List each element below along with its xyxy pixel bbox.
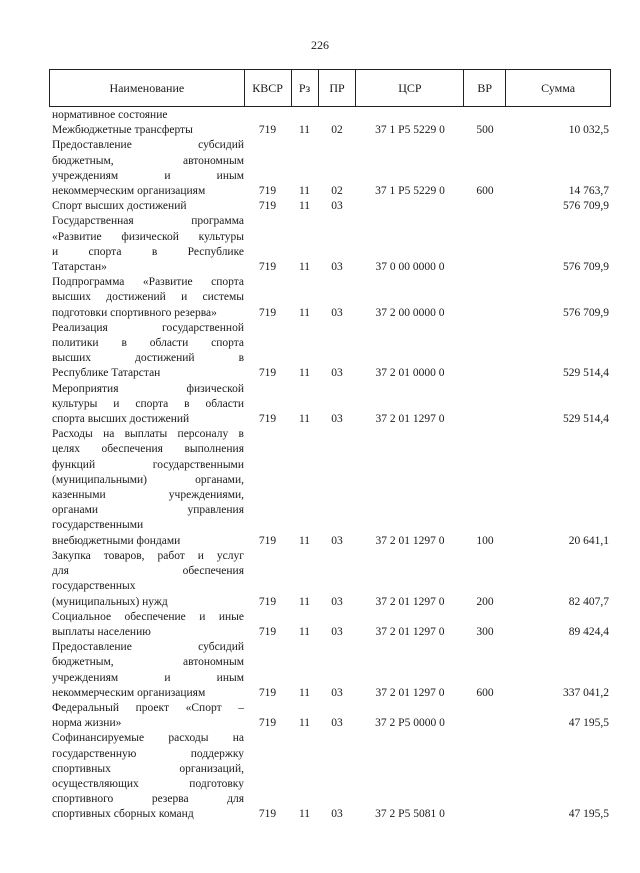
- table-row: [49, 321, 611, 382]
- row-pr: 03: [331, 367, 343, 380]
- row-name-line: Софинансируемые расходы на: [52, 732, 244, 745]
- row-name-line: государственную поддержку: [52, 747, 244, 760]
- row-kvsr: 719: [258, 717, 277, 730]
- header-pr: ПР: [319, 70, 357, 106]
- table-row: [49, 640, 611, 701]
- row-rz: 11: [298, 808, 311, 821]
- row-rz: 11: [298, 625, 311, 638]
- row-vr: 100: [476, 534, 494, 547]
- row-name-line: и спорта в Республике: [52, 245, 244, 258]
- row-csr: 37 2 01 1297 0: [375, 413, 445, 426]
- row-pr: 02: [331, 124, 343, 137]
- row-rz: 11: [298, 306, 311, 319]
- table-row: [49, 382, 611, 428]
- row-sum: 47 195,5: [568, 717, 609, 730]
- row-name-line: учреждениям и иным: [52, 671, 244, 684]
- row-vr: 600: [476, 686, 494, 699]
- row-name: [49, 701, 244, 731]
- row-name-line: Расходы на выплаты персоналу в: [52, 428, 244, 441]
- row-pr: 03: [331, 200, 343, 213]
- row-name-line: «Развитие физической культуры: [52, 230, 244, 243]
- row-name-line: Предоставление субсидий: [52, 641, 244, 654]
- row-name-line: спорта высших достижений: [52, 413, 190, 426]
- header-sum: Сумма: [506, 70, 611, 106]
- row-kvsr: 719: [258, 185, 277, 198]
- row-name-line: казенными учреждениями,: [52, 489, 244, 502]
- row-name-line: осуществляющих подготовку: [52, 777, 244, 790]
- row-kvsr: 719: [258, 124, 277, 137]
- row-name-line: высших достижений и системы: [52, 291, 244, 304]
- row-pr: 03: [331, 686, 343, 699]
- header-rz: Рз: [292, 70, 319, 106]
- row-rz: 11: [298, 595, 311, 608]
- row-name-line: для обеспечения: [52, 565, 244, 578]
- header-csr: ЦСР: [356, 70, 464, 106]
- row-name-line: бюджетным, автономным: [52, 656, 244, 669]
- row-vr: 600: [476, 185, 494, 198]
- row-name-line: внебюджетными фондами: [52, 534, 181, 547]
- row-name-line: некоммерческим организациям: [52, 185, 206, 198]
- row-name-line: Предоставление субсидий: [52, 139, 244, 152]
- row-sum: 20 641,1: [568, 534, 609, 547]
- row-name: [49, 640, 244, 701]
- row-name-line: Татарстан»: [52, 261, 107, 274]
- row-name: [49, 549, 244, 610]
- row-name-line: органами управления: [52, 504, 244, 517]
- row-name-line: (муниципальных) нужд: [52, 595, 168, 608]
- row-pr: 03: [331, 625, 343, 638]
- header-vr: ВР: [464, 70, 506, 106]
- row-name: [49, 321, 244, 382]
- row-sum: 576 709,9: [563, 200, 609, 213]
- row-name-line: спортивных организаций,: [52, 762, 244, 775]
- row-name-line: Закупка товаров, работ и услуг: [52, 549, 244, 562]
- row-csr: 37 1 Р5 5229 0: [375, 124, 445, 137]
- row-name: [49, 123, 244, 138]
- row-csr: 37 2 01 1297 0: [375, 686, 445, 699]
- row-name-line: Подпрограмма «Развитие спорта: [52, 276, 244, 289]
- row-kvsr: 719: [258, 306, 277, 319]
- row-pr: 02: [331, 185, 343, 198]
- row-name-line: функций государственными: [52, 458, 244, 471]
- row-name: [49, 382, 244, 428]
- row-csr: 37 2 01 1297 0: [375, 595, 445, 608]
- table-row: [49, 427, 611, 549]
- table-body: [49, 108, 611, 823]
- row-name-line: государственными: [52, 519, 144, 532]
- row-name-line: культуры и спорта в области: [52, 397, 244, 410]
- header-name: Наименование: [50, 70, 245, 106]
- table-row: [49, 610, 611, 640]
- row-sum: 82 407,7: [568, 595, 609, 608]
- row-name-line: спортивных сборных команд: [52, 808, 194, 821]
- row-name-line: государственных: [52, 580, 136, 593]
- row-name: [49, 427, 244, 549]
- table-header: [49, 69, 611, 107]
- row-name-line: некоммерческим организациям: [52, 686, 206, 699]
- row-rz: 11: [298, 534, 311, 547]
- row-pr: 03: [331, 413, 343, 426]
- row-sum: 10 032,5: [568, 124, 609, 137]
- row-sum: 529 514,4: [563, 367, 609, 380]
- row-sum: 47 195,5: [568, 808, 609, 821]
- table-row: [49, 731, 611, 822]
- page-number: 226: [311, 38, 329, 52]
- row-name-line: Федеральный проект «Спорт –: [52, 701, 244, 714]
- row-csr: 37 2 00 0000 0: [375, 306, 445, 319]
- row-name-line: Мероприятия физической: [52, 382, 244, 395]
- row-sum: 576 709,9: [563, 261, 609, 274]
- row-kvsr: 719: [258, 367, 277, 380]
- row-kvsr: 719: [258, 261, 277, 274]
- row-kvsr: 719: [258, 625, 277, 638]
- header-kvsr: КВСР: [245, 70, 292, 106]
- row-rz: 11: [298, 185, 311, 198]
- row-rz: 11: [298, 367, 311, 380]
- row-pr: 03: [331, 534, 343, 547]
- table-row: [49, 123, 611, 138]
- row-name: [49, 731, 244, 822]
- row-name: [49, 275, 244, 321]
- row-rz: 11: [298, 717, 311, 730]
- row-rz: 11: [298, 261, 311, 274]
- table-row: [49, 701, 611, 731]
- row-name-line: норма жизни»: [52, 717, 122, 730]
- row-name-line: учреждениям и иным: [52, 169, 244, 182]
- row-csr: 37 2 Р5 5081 0: [375, 808, 445, 821]
- row-name: [49, 199, 244, 214]
- row-name: [49, 138, 244, 199]
- row-kvsr: 719: [258, 595, 277, 608]
- row-csr: 37 2 01 0000 0: [375, 367, 445, 380]
- row-sum: 576 709,9: [563, 306, 609, 319]
- row-pr: 03: [331, 261, 343, 274]
- row-kvsr: 719: [258, 534, 277, 547]
- row-name: [49, 214, 244, 275]
- row-vr: 300: [476, 625, 494, 638]
- row-name: [49, 108, 244, 123]
- row-name-line: Спорт высших достижений: [52, 200, 187, 213]
- table-row: [49, 214, 611, 275]
- row-sum: 529 514,4: [563, 413, 609, 426]
- row-rz: 11: [298, 124, 311, 137]
- row-rz: 11: [298, 200, 311, 213]
- row-pr: 03: [331, 595, 343, 608]
- row-name-line: выплаты населению: [52, 625, 151, 638]
- row-csr: 37 1 Р5 5229 0: [375, 185, 445, 198]
- row-rz: 11: [298, 686, 311, 699]
- row-kvsr: 719: [258, 808, 277, 821]
- row-pr: 03: [331, 808, 343, 821]
- row-csr: 37 2 01 1297 0: [375, 625, 445, 638]
- row-name-line: нормативное состояние: [52, 109, 168, 121]
- table-row: [49, 138, 611, 199]
- row-sum: 89 424,4: [568, 625, 609, 638]
- row-name-line: спортивного резерва для: [52, 793, 244, 806]
- table-row: [49, 549, 611, 610]
- row-name-line: высших достижений в: [52, 352, 244, 365]
- row-pr: 03: [331, 717, 343, 730]
- table-row: [49, 199, 611, 214]
- table-row: [49, 108, 611, 123]
- row-sum: 14 763,7: [568, 185, 609, 198]
- row-csr: 37 2 Р5 0000 0: [375, 717, 445, 730]
- row-vr: 200: [476, 595, 494, 608]
- row-name-line: Межбюджетные трансферты: [52, 124, 193, 137]
- row-pr: 03: [331, 306, 343, 319]
- row-kvsr: 719: [258, 686, 277, 699]
- row-name-line: политики в области спорта: [52, 337, 244, 350]
- row-name-line: бюджетным, автономным: [52, 154, 244, 167]
- row-name: [49, 610, 244, 640]
- row-name-line: Республике Татарстан: [52, 367, 161, 380]
- row-name-line: Реализация государственной: [52, 321, 244, 334]
- row-name-line: целях обеспечения выполнения: [52, 443, 244, 456]
- row-kvsr: 719: [258, 413, 277, 426]
- row-csr: 37 0 00 0000 0: [375, 261, 445, 274]
- row-rz: 11: [298, 413, 311, 426]
- row-name-line: Государственная программа: [52, 215, 244, 228]
- row-name-line: (муниципальными) органами,: [52, 473, 244, 486]
- table-row: [49, 275, 611, 321]
- row-sum: 337 041,2: [563, 686, 609, 699]
- row-kvsr: 719: [258, 200, 277, 213]
- row-name-line: подготовки спортивного резерва»: [52, 306, 217, 319]
- row-name-line: Социальное обеспечение и иные: [52, 610, 244, 623]
- row-csr: 37 2 01 1297 0: [375, 534, 445, 547]
- row-vr: 500: [476, 124, 494, 137]
